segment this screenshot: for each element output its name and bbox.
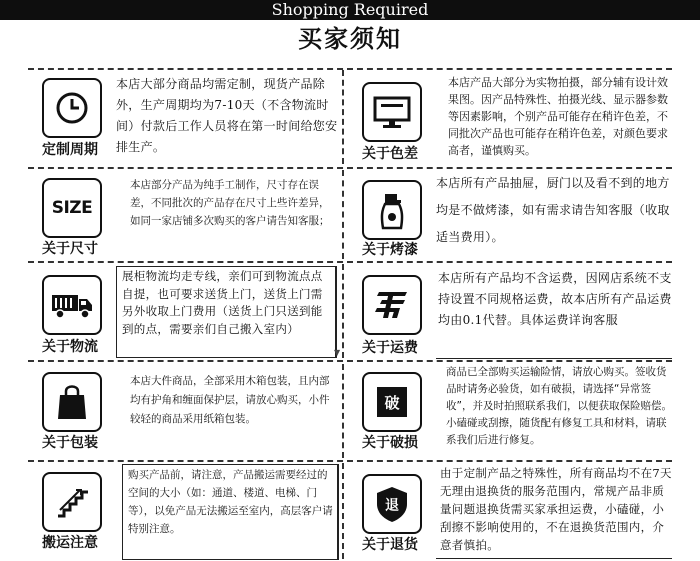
express-logo-icon [362, 275, 422, 335]
column-divider [342, 170, 344, 259]
item-label: 关于物流 [42, 339, 98, 355]
broken-seal-icon [362, 372, 422, 432]
truck-icon [42, 275, 102, 335]
item-label: 关于烤漆 [362, 242, 418, 258]
item-description: 由于定制产品之特殊性，所有商品均不在7天无理由退换货的服务范围内，常规产品非质量问题退换货需买家承担运费，小磕碰，小刮擦不影响使用的，不在退换货范围内，介意者慎拍。 [440, 466, 672, 552]
item-description: 购买产品前，请注意，产品搬运需要经过的空间的大小（如：通道、楼道、电梯、门等），以免产品无法搬运至室内，高层客户请特别注意。 [128, 469, 333, 535]
row-divider [28, 167, 672, 169]
column-divider [342, 463, 344, 559]
row-divider [28, 261, 672, 263]
scroll-arrow-icon: ▼ [334, 348, 341, 357]
item-label: 关于包装 [42, 435, 98, 451]
return-shield-glyph: 退 [385, 498, 399, 514]
stairs-icon [42, 472, 102, 532]
item-label: 关于尺寸 [42, 241, 98, 257]
monitor-icon [362, 82, 422, 142]
item-description: 本店所有产品均不含运费，因网店系统不支持设置不同规格运费，故本店所有产品运费均由0.1代替。具体运费详询客服 [438, 271, 672, 327]
item-label: 关于色差 [362, 146, 418, 162]
item-description: 本店部分产品为纯手工制作，尺寸存在误差，不同批次的产品存在尺寸上些许差异，如同一家店铺多次购买的客户请告知客服； [130, 179, 330, 227]
banner: Shopping Required [0, 0, 700, 20]
row-divider [28, 360, 672, 362]
item-label: 关于破损 [362, 435, 418, 451]
row-divider [28, 68, 672, 70]
column-divider [342, 364, 344, 458]
column-divider [342, 70, 344, 164]
item-label: 关于退货 [362, 537, 418, 553]
spray-bottle-icon [362, 180, 422, 240]
item-description: 展柜物流均走专线，亲们可到物流点点自提，也可要求送货上门，送货上门需另外收取上门费用（送货上门只送到能到的点，需要亲们自己搬入室内） [122, 269, 323, 336]
item-label: 关于运费 [362, 340, 418, 356]
broken-seal-glyph: 破 [377, 387, 407, 417]
item-label: 定制周期 [42, 142, 98, 158]
item-description: 本店所有产品抽屉，厨门以及看不到的地方均是不做烤漆，如有需求请告知客服（收取适当费用）。 [436, 176, 670, 244]
item-description: 本店大件商品，全部采用木箱包装，且内部均有护角和缠面保护层，请放心购买，小件较轻的商品采用纸箱包装。 [130, 375, 330, 425]
item-description: 本店产品大部分为实物拍摄，部分辅有设计效果图。因产品特殊性、拍摄光线、显示器参数等因素影响，个别产品可能存在稍许色差，不同批次产品也可能存在稍许色差，对颜色要求高者，谨慎购买。 [448, 76, 668, 157]
size-icon-text: SIZE [51, 198, 93, 218]
size-icon [42, 178, 102, 238]
item-description: 商品已全部购买运输险情，请放心购买。签收货品时请务必验货，如有破损，请选择“异常签收”，并及时拍照联系我们，以便获取保险赔偿。小磕碰或刮擦，随货配有修复工具和材料，请联系我们后进行修复。 [446, 366, 672, 446]
clock-icon [42, 78, 102, 138]
shopping-bag-icon [42, 372, 102, 432]
item-label: 搬运注意 [42, 535, 98, 551]
row-divider [28, 460, 672, 462]
page-title: 买家须知 [298, 25, 402, 53]
return-shield-icon [362, 474, 422, 534]
column-divider [342, 264, 344, 358]
item-description: 本店大部分商品均需定制，现货产品除外，生产周期均为7-10天（不含物流时间）付款后工作人员将在第一时间给您安排生产。 [116, 77, 338, 154]
